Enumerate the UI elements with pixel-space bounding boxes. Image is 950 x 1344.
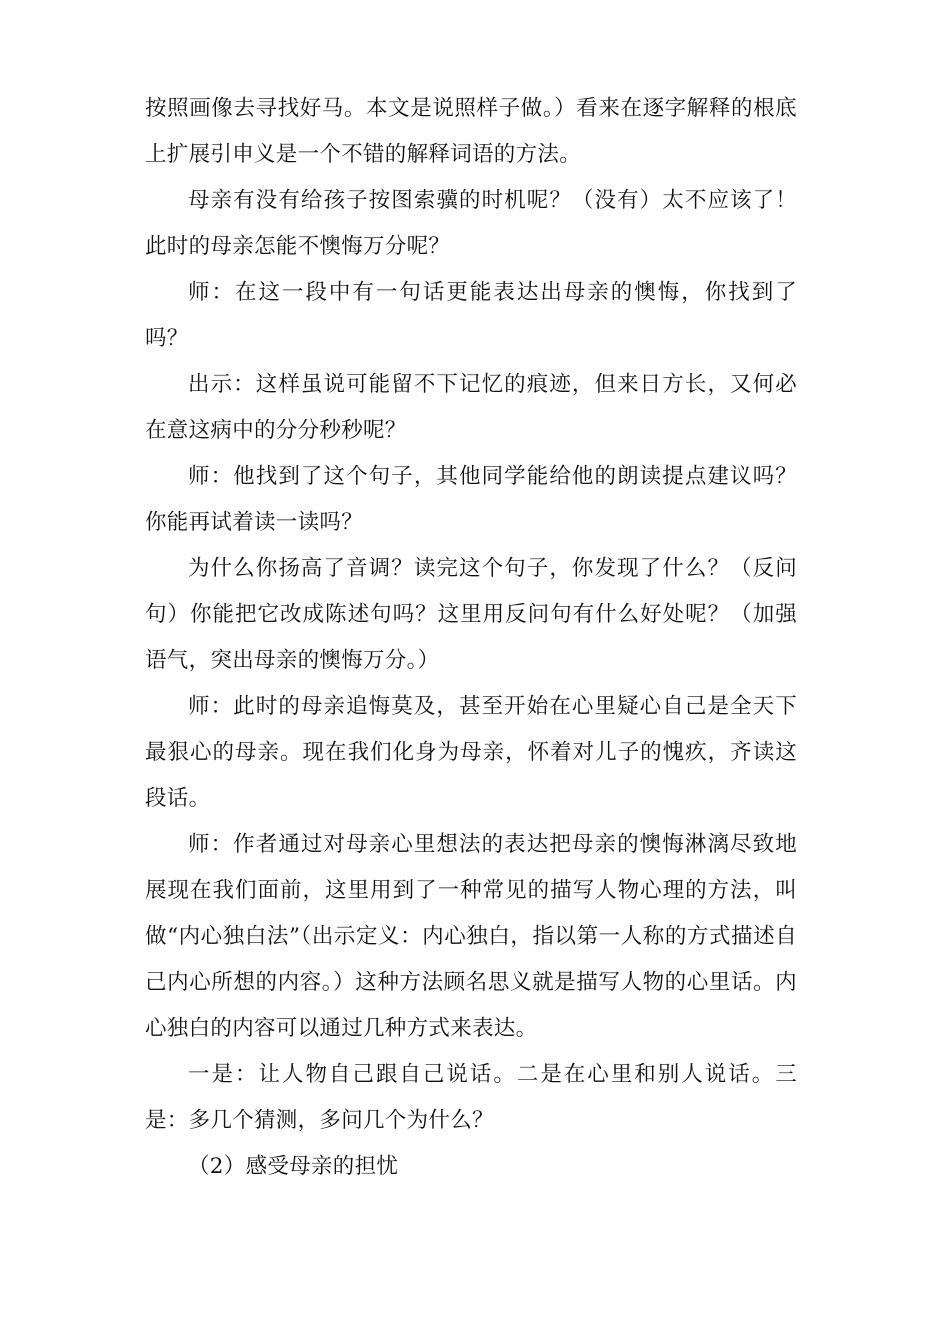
- paragraph-5: 师：他找到了这个句子，其他同学能给他的朗读提点建议吗？你能再试着读一读吗？: [145, 464, 797, 535]
- paragraph-9: 一是：让人物自己跟自己说话。二是在心里和别人说话。三是：多几个猜测，多问几个为什么？: [145, 1062, 797, 1133]
- paragraph-7: 师：此时的母亲追悔莫及，甚至开始在心里疑心自己是全天下最狠心的母亲。现在我们化身为母亲，怀着对儿子的愧疚，齐读这段话。: [145, 694, 797, 811]
- paragraph-8: 师：作者通过对母亲心里想法的表达把母亲的懊悔淋漓尽致地展现在我们面前，这里用到了一种常见的描写人物心理的方法，叫做“内心独白法”（出示定义：内心独白，指以第一人称的方式描述自己内心所想的内容。）这种方法顾名思义就是描写人物的心里话。内心独白的内容可以通过几种方式来表达。: [145, 832, 797, 1041]
- document-page: [145, 86, 797, 1190]
- paragraph-6: 为什么你扬高了音调？读完这个句子，你发现了什么？（反问句）你能把它改成陈述句吗？这里用反问句有什么好处呢？（加强语气，突出母亲的懊悔万分。）: [145, 556, 797, 673]
- paragraph-4: 出示：这样虽说可能留不下记忆的痕迹，但来日方长，又何必在意这病中的分分秒秒呢？: [145, 372, 797, 443]
- paragraph-1: 按照画像去寻找好马。本文是说照样子做。）看来在逐字解释的根底上扩展引申义是一个不错的解释词语的方法。: [145, 96, 797, 167]
- paragraph-2: 母亲有没有给孩子按图索骥的时机呢？（没有）太不应该了！此时的母亲怎能不懊悔万分呢？: [145, 188, 797, 259]
- paragraph-3: 师：在这一段中有一句话更能表达出母亲的懊悔，你找到了吗？: [145, 280, 797, 351]
- section-heading: （2）感受母亲的担忧: [188, 1154, 399, 1179]
